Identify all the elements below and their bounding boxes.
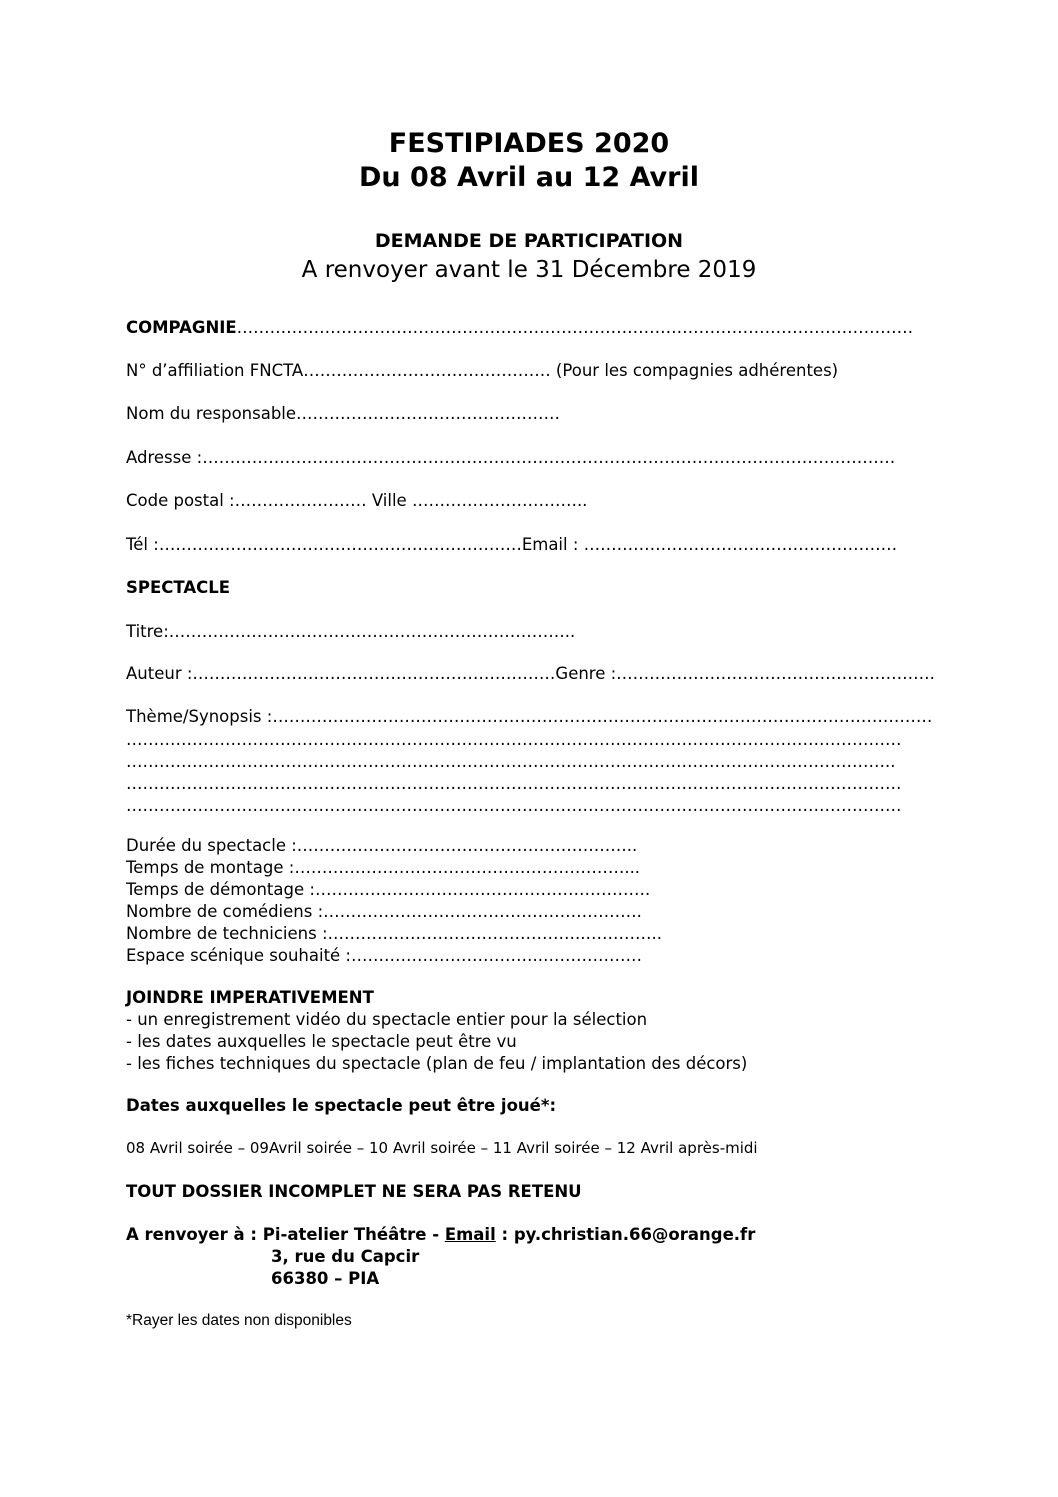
techniciens-field: Nombre de techniciens :………………………………………..………….. — [126, 924, 663, 943]
code-postal-field: Code postal :…………………… Ville ………………………….. — [126, 491, 588, 510]
address-street: 3, rue du Capcir — [271, 1247, 420, 1266]
festival-dates: Du 08 Avril au 12 Avril — [359, 162, 699, 193]
joindre-heading: JOINDRE IMPERATIVEMENT — [126, 988, 374, 1007]
deadline-text: A renvoyer avant le 31 Décembre 2019 — [301, 257, 757, 283]
duree-field: Durée du spectacle :…………………………………………………….. — [126, 836, 638, 855]
return-prefix: A renvoyer à : Pi-atelier Théâtre - — [126, 1225, 445, 1244]
tel-email-field: Tél :…………………………………………………………Email : ………………………………………………… — [126, 535, 898, 554]
compagnie-heading: COMPAGNIE — [126, 318, 237, 337]
joindre-item: - les dates auxquelles le spectacle peut être vu — [126, 1032, 517, 1051]
footnote: *Rayer les dates non disponibles — [126, 1312, 352, 1329]
dates-heading: Dates auxquelles le spectacle peut être joué*: — [126, 1096, 557, 1115]
responsable-field: Nom du responsable………………………………………… — [126, 404, 561, 423]
comediens-field: Nombre de comédiens :…………………………………………………. — [126, 902, 642, 921]
demontage-field: Temps de démontage :……………………………………………………. — [126, 880, 651, 899]
auteur-genre-field: Auteur :…………………………………………………………Genre :…………………………………………………. — [126, 664, 935, 683]
synopsis-line: …………………………………………………………………………………………………………………………… — [126, 796, 902, 815]
synopsis-line: ………………………………………………………………………………………………………………………….. — [126, 752, 896, 771]
address-city: 66380 – PIA — [271, 1269, 380, 1288]
compagnie-field — [126, 318, 913, 337]
synopsis-line: …………………………………………………………………………………………………………………………… — [126, 774, 902, 793]
return-address-line — [126, 1225, 755, 1244]
form-title: DEMANDE DE PARTICIPATION — [374, 230, 684, 252]
adresse-field: Adresse :……………………………………………………………………………………………………………… — [126, 448, 896, 467]
joindre-item: - un enregistrement vidéo du spectacle entier pour la sélection — [126, 1010, 648, 1029]
synopsis-line: …………………………………………………………………………………………………………………………… — [126, 730, 902, 749]
titre-field: Titre:……………………………………………………………….. — [126, 622, 576, 641]
email-address: : py.christian.66@orange.fr — [495, 1225, 756, 1244]
spectacle-heading: SPECTACLE — [126, 578, 230, 597]
joindre-item: - les fiches techniques du spectacle (plan de feu / implantation des décors) — [126, 1054, 748, 1073]
page-title: FESTIPIADES 2020 — [388, 128, 670, 159]
dates-list: 08 Avril soirée – 09Avril soirée – 10 Avril soirée – 11 Avril soirée – 12 Avril après-midi — [126, 1139, 758, 1157]
compagnie-dots: …………………………………………………………………………………………………………… — [236, 318, 914, 337]
affiliation-field: N° d’affiliation FNCTA……………………………………… (Pour les compagnies adhérentes) — [126, 361, 839, 380]
email-label: Email — [444, 1225, 496, 1244]
synopsis-line: Thème/Synopsis :………………………………………………………………………………………………………… — [126, 707, 933, 726]
montage-field: Temps de montage :……………………………………………………... — [126, 858, 641, 877]
incomplete-warning: TOUT DOSSIER INCOMPLET NE SERA PAS RETENU — [126, 1182, 582, 1201]
espace-scenique-field: Espace scénique souhaité :……………………………..……………… — [126, 946, 642, 965]
